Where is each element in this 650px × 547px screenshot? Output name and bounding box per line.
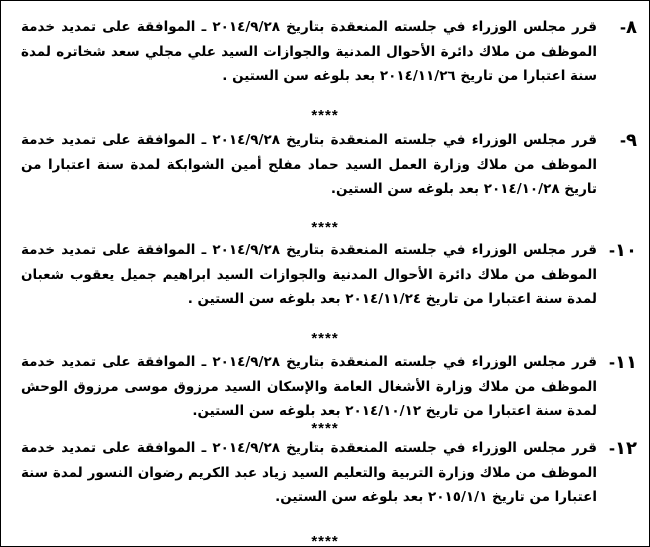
item-text: قرر مجلس الوزراء في جلسته المنعقدة بتاريخ ٢٠١٤/٩/٢٨ ـ الموافقة على تمديد خدمة الموظف من ملاك وزارة العمل السيد حماد مفلح أمين الشوابكة لمدة سنة اعتبارا من تاريخ ٢٠١٤/١٠/٢٨ بعد بلوغه سن الستين.	[21, 132, 598, 197]
decision-item-10	[1, 238, 649, 330]
separator: ****	[311, 330, 339, 347]
separator: ****	[311, 219, 339, 236]
item-text: قرر مجلس الوزراء في جلسته المنعقدة بتاريخ ٢٠١٤/٩/٢٨ ـ الموافقة على تمديد خدمة الموظف من ملاك وزارة الأشغال العامة والإسكان السيد مرزوق موسى مرزوق الوحش لمدة سنة اعتبارا من تاريخ ٢٠١٤/١٠/١٢ بعد بلوغه سن الستين.	[21, 354, 598, 419]
item-text: قرر مجلس الوزراء في جلسته المنعقدة بتاريخ ٢٠١٤/٩/٢٨ ـ الموافقة على تمديد خدمة الموظف من ملاك دائرة الأحوال المدنية والجوازات السيد علي مجلي سعد شخاتره لمدة سنة اعتبارا من تاريخ ٢٠١٤/١١/٢٦ بعد بلوغه سن الستين .	[21, 19, 598, 84]
decision-item-12	[1, 436, 649, 528]
item-number: ٩-	[620, 130, 637, 150]
item-number: ١٢-	[609, 438, 637, 458]
decision-item-9	[1, 128, 649, 220]
separator: ****	[311, 107, 339, 124]
item-text: قرر مجلس الوزراء في جلسته المنعقدة بتاريخ ٢٠١٤/٩/٢٨ ـ الموافقة على تمديد خدمة الموظف من ملاك وزارة التربية والتعليم السيد زياد عبد الكريم رضوان النسور لمدة سنة اعتبارا من تاريخ ٢٠١٥/١/١ بعد بلوغه سن الستين.	[21, 440, 598, 505]
item-text: قرر مجلس الوزراء في جلسته المنعقدة بتاريخ ٢٠١٤/٩/٢٨ ـ الموافقة على تمديد خدمة الموظف من ملاك دائرة الأحوال المدنية والجوازات السيد ابراهيم جميل يعقوب شعبان لمدة سنة اعتبارا من تاريخ ٢٠١٤/١١/٢٤ بعد بلوغه سن الستين .	[21, 242, 598, 307]
separator: ****	[311, 420, 339, 437]
item-number: ١١-	[609, 352, 637, 372]
separator: ****	[311, 533, 339, 547]
decision-item-8	[1, 15, 649, 107]
item-number: ١٠-	[609, 240, 637, 260]
item-number: ٨-	[620, 17, 637, 37]
